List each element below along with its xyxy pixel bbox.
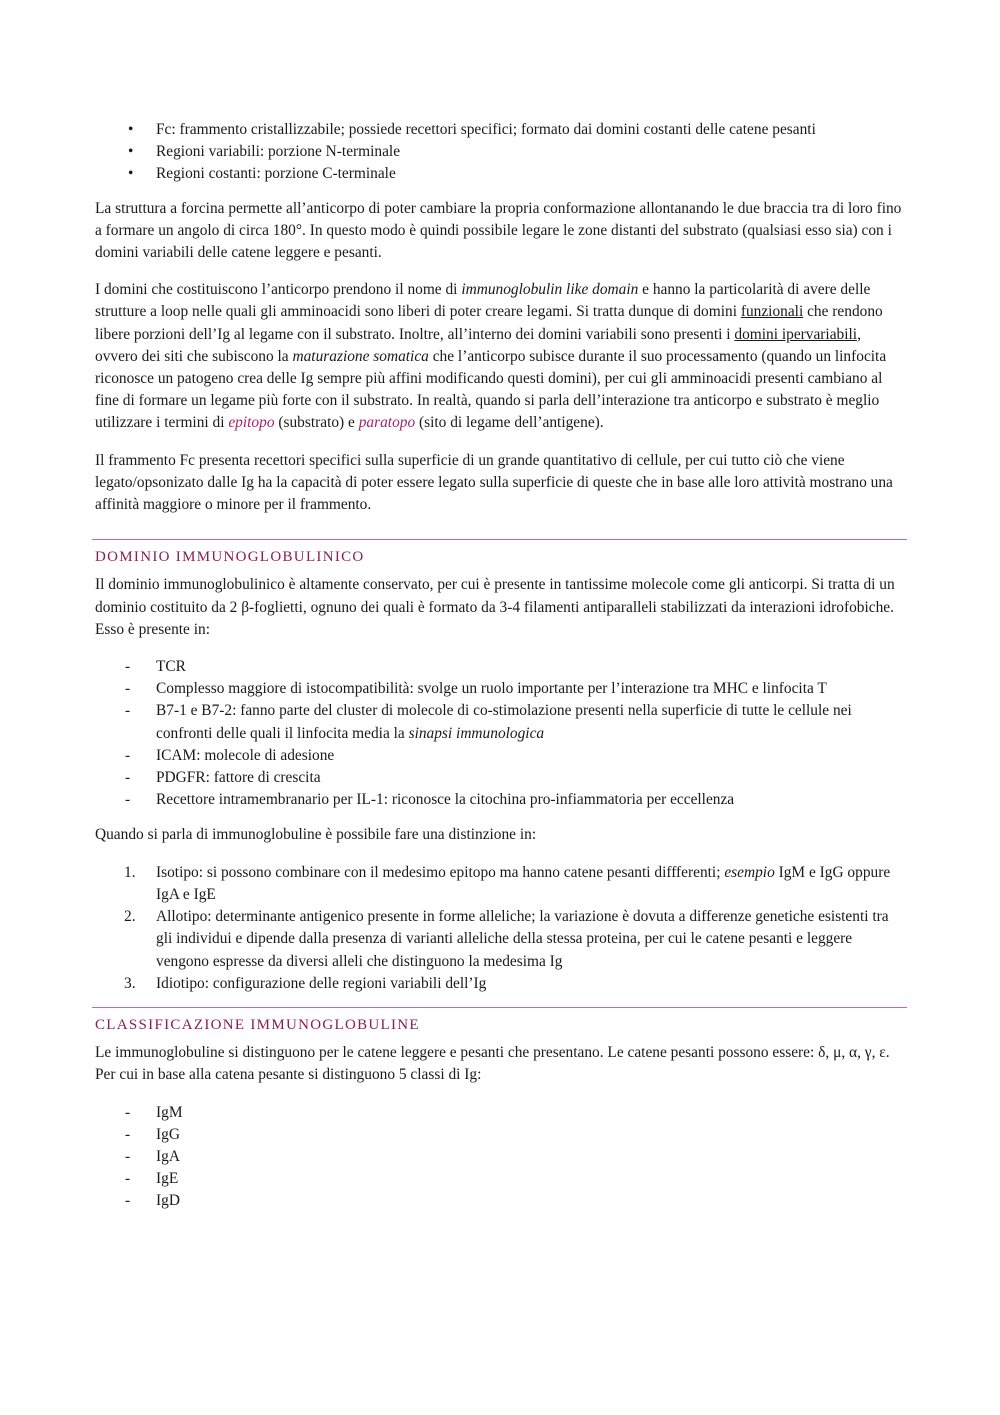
section-heading: CLASSIFICAZIONE IMMUNOGLOBULINE	[95, 1016, 420, 1033]
section-divider	[92, 539, 907, 540]
list-item: 1. Isotipo: si possono combinare con il medesimo epitopo ma hanno catene pesanti diffferenti; esempio IgM e IgG oppure IgA e IgE	[124, 863, 891, 903]
italic-term: sinapsi immunologica	[408, 724, 545, 742]
list-item: - TCR	[95, 656, 907, 678]
list-item: - ICAM: molecole di adesione	[95, 745, 907, 767]
italic-term: maturazione somatica	[292, 347, 429, 365]
bullet-icon: •	[128, 165, 134, 183]
bullet-icon: •	[128, 143, 134, 161]
list-item: - IgE	[95, 1168, 907, 1190]
paragraph-hairpin-structure: La struttura a forcina permette all’anticorpo di poter cambiare la propria conformazione allontanando le due braccia tra di loro fino a formare un angolo di circa 180°. In questo modo è quindi possibile legare le zone distanti del substrato (qualsiasi esso sia) con i domini variabili delle catene leggere e pesanti.	[95, 199, 902, 262]
list-item: • Regioni costanti: porzione C-terminale	[95, 163, 907, 185]
italic-term: esempio	[724, 863, 775, 881]
dash-icon: -	[125, 1147, 131, 1165]
paragraph-domain-intro: Il dominio immunoglobulinico è altamente conservato, per cui è presente in tantissime molecole come gli anticorpi. Si tratta di un dominio costituito da 2 β-foglietti, ognuno dei quali è formato da 3-4 filamenti antiparalleli stabilizzati da interazioni idrofobiche. Esso è presente in:	[95, 576, 895, 638]
page-content	[95, 119, 907, 1226]
dash-icon: -	[125, 658, 131, 676]
section-heading-block	[95, 539, 907, 568]
dash-icon: -	[125, 1192, 131, 1210]
list-item: - IgA	[95, 1146, 907, 1168]
ig-distinction-list	[95, 862, 907, 995]
list-item: • Fc: frammento cristallizzabile; possiede recettori specifici; formato dai domini costanti delle catene pesanti	[95, 119, 907, 141]
list-item: - B7-1 e B7-2: fanno parte del cluster di molecole di co-stimolazione presenti nella superficie di tutte le cellule nei confronti delle quali il linfocita media la sinapsi immunologica	[125, 702, 852, 742]
dash-icon: -	[125, 702, 131, 720]
underlined-term: domini ipervariabili	[734, 325, 858, 343]
intro-bullet-list	[95, 119, 907, 186]
paragraph-distinction: Quando si parla di immunoglobuline è possibile fare una distinzione in:	[95, 826, 537, 844]
dash-icon: -	[125, 746, 131, 764]
highlight-term-epitopo: epitopo	[228, 414, 275, 432]
section-heading-block	[95, 1007, 907, 1036]
domain-presence-list	[95, 656, 907, 811]
list-item: - IgD	[95, 1190, 907, 1212]
dash-icon: -	[125, 1103, 131, 1121]
list-number: 1.	[124, 863, 136, 881]
dash-icon: -	[125, 1125, 131, 1143]
paragraph-classification: Le immunoglobuline si distinguono per le catene leggere e pesanti che presentano. Le catene pesanti possono essere: δ, μ, α, γ, ε. Per cui in base alla catena pesante si distinguono 5 classi di Ig:	[95, 1044, 890, 1084]
bullet-icon: •	[128, 121, 134, 138]
list-number: 3.	[124, 974, 136, 992]
list-item: 2. Allotipo: determinante antigenico presente in forme alleliche; la variazione è dovuta a differenze genetiche esistenti tra gli individui e dipende dalla presenza di varianti alleliche della stessa proteina, per cui le catene pesanti e leggere vengono espresse da diversi alleli che distinguono la medesima Ig	[124, 908, 889, 970]
list-item: - Complesso maggiore di istocompatibilità: svolge un ruolo importante per l’interazione tra MHC e linfocita T	[95, 678, 907, 700]
list-item: - IgM	[95, 1102, 907, 1124]
list-item: - IgG	[95, 1124, 907, 1146]
underlined-term: funzionali	[740, 303, 804, 321]
list-item: • Regioni variabili: porzione N-terminale	[95, 141, 907, 163]
highlight-term-paratopo: paratopo	[358, 414, 416, 432]
paragraph-ig-domains: I domini che costituiscono l’anticorpo prendono il nome di immunoglobulin like domain e hanno la particolarità di avere delle strutture a loop nelle quali gli amminoacidi sono liberi di poter creare legami. Si tratta dunque di domini funzionali che rendono libere porzioni dell’Ig al legame con il substrato. Inoltre, all’interno dei domini variabili sono presenti i domini ipervariabili, ovvero dei siti che subiscono la maturazione somatica che l’anticorpo subisce durante il suo processamento (quando un linfocita riconosce un patogeno crea delle Ig sempre più affini modificando questi domini), per cui gli amminoacidi presenti cambiano al fine di formare un legame più forte con il substrato. In realtà, quando si parla dell’interazione tra anticorpo e substrato è meglio utilizzare i termini di epitopo (substrato) e paratopo (sito di legame dell’antigene).	[95, 281, 887, 432]
section-divider	[92, 1007, 907, 1008]
dash-icon: -	[125, 1170, 131, 1188]
paragraph-fc-fragment: Il frammento Fc presenta recettori specifici sulla superficie di un grande quantitativo di cellule, per cui tutto ciò che viene legato/opsonizato dalle Ig ha la capacità di poter essere legato sulla superficie di queste che in base alle loro attività mostrano una affinità maggiore o minore per il frammento.	[95, 451, 893, 514]
italic-term: immunoglobulin like domain	[461, 281, 639, 299]
list-number: 2.	[124, 908, 136, 926]
dash-icon: -	[125, 680, 131, 698]
dash-icon: -	[125, 791, 131, 809]
ig-class-list	[95, 1102, 907, 1213]
dash-icon: -	[125, 769, 131, 787]
section-heading: DOMINIO IMMUNOGLOBULINICO	[95, 549, 365, 566]
list-item: - Recettore intramembranario per IL-1: riconosce la citochina pro-infiammatoria per eccellenza	[95, 789, 907, 811]
list-item: 3. Idiotipo: configurazione delle regioni variabili dell’Ig	[95, 973, 907, 995]
list-item: - PDGFR: fattore di crescita	[95, 767, 907, 789]
